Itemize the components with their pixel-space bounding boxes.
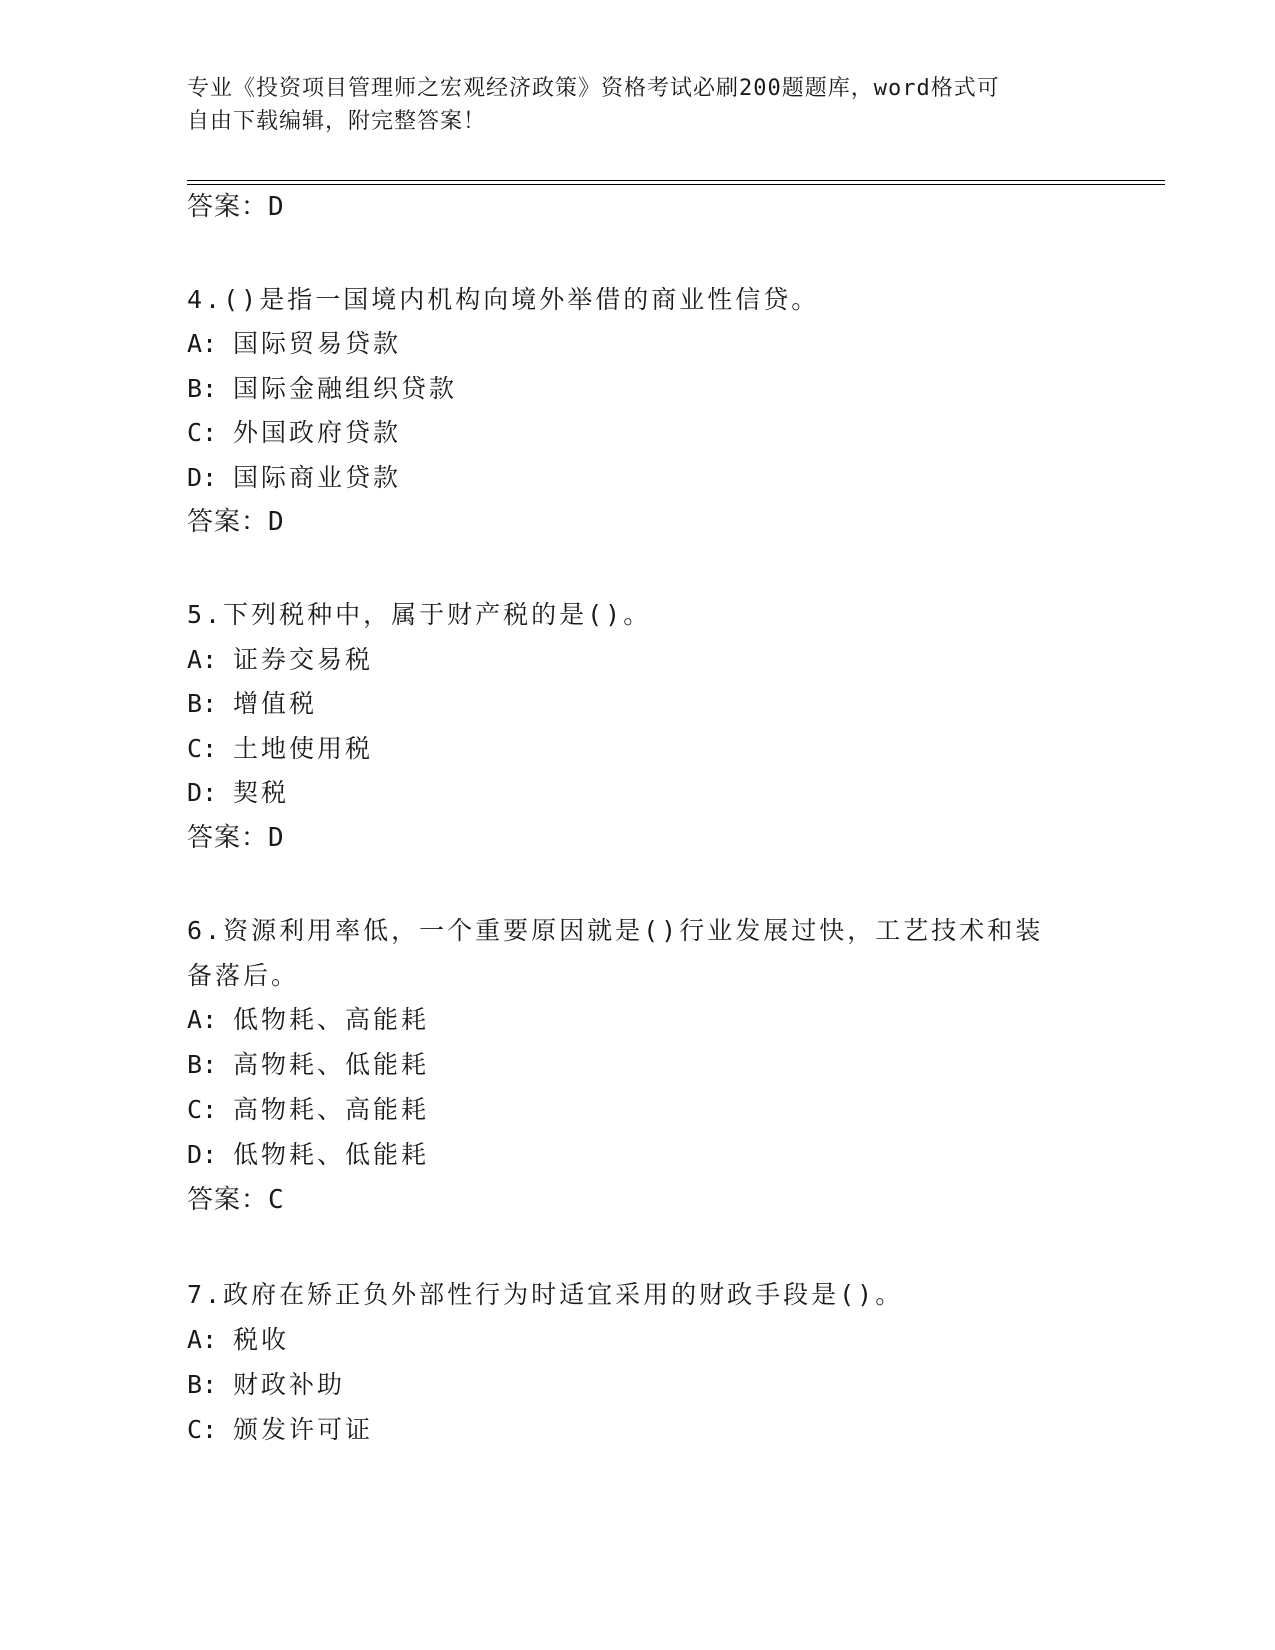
header-divider	[187, 180, 1165, 185]
question-6-option-a	[187, 1003, 429, 1037]
option-text: 高物耗、低能耗	[233, 1050, 430, 1079]
question-4-option-a	[187, 327, 401, 361]
question-7-option-b	[187, 1368, 345, 1402]
question-5-option-c	[187, 732, 373, 766]
option-label: C:	[187, 734, 218, 763]
option-text: 低物耗、低能耗	[233, 1140, 430, 1169]
option-label: D:	[187, 778, 218, 807]
question-6-option-b	[187, 1048, 429, 1082]
option-label: B:	[187, 689, 218, 718]
header-line-1: 专业《投资项目管理师之宏观经济政策》资格考试必刷200题题库，word格式可	[187, 76, 1000, 101]
option-text: 财政补助	[233, 1370, 346, 1399]
header-line-2: 自由下载编辑，附完整答案！	[187, 109, 487, 134]
option-label: A:	[187, 1005, 218, 1034]
question-4-option-b	[187, 372, 457, 406]
question-6-answer: 答案：C	[187, 1185, 285, 1215]
option-text: 国际金融组织贷款	[233, 374, 458, 403]
option-label: D:	[187, 463, 218, 492]
option-text: 增值税	[233, 689, 318, 718]
question-6-option-c	[187, 1093, 429, 1127]
previous-answer: 答案：D	[187, 192, 285, 222]
question-5-option-d	[187, 776, 289, 810]
question-7-option-a	[187, 1323, 289, 1357]
option-text: 高物耗、高能耗	[233, 1095, 430, 1124]
option-label: B:	[187, 1370, 218, 1399]
option-text: 税收	[233, 1325, 290, 1354]
option-label: A:	[187, 1325, 218, 1354]
question-4-option-d	[187, 461, 401, 495]
option-label: C:	[187, 1415, 218, 1444]
option-label: B:	[187, 374, 218, 403]
option-text: 土地使用税	[233, 734, 374, 763]
option-label: C:	[187, 418, 218, 447]
question-6-stem: 6.资源利用率低，一个重要原因就是()行业发展过快，工艺技术和装备落后。	[187, 916, 1044, 990]
option-label: C:	[187, 1095, 218, 1124]
question-4-stem: 4.()是指一国境内机构向境外举借的商业性信贷。	[187, 285, 820, 314]
question-4-option-c	[187, 416, 401, 450]
option-label: A:	[187, 645, 218, 674]
question-7-stem: 7.政府在矫正负外部性行为时适宜采用的财政手段是()。	[187, 1280, 904, 1309]
question-5-stem: 5.下列税种中，属于财产税的是()。	[187, 600, 652, 629]
option-text: 颁发许可证	[233, 1415, 374, 1444]
option-text: 证券交易税	[233, 645, 374, 674]
option-text: 契税	[233, 778, 290, 807]
question-5-option-b	[187, 687, 317, 721]
question-6-option-d	[187, 1138, 429, 1172]
option-label: A:	[187, 329, 218, 358]
option-text: 国际贸易贷款	[233, 329, 402, 358]
option-label: B:	[187, 1050, 218, 1079]
option-text: 低物耗、高能耗	[233, 1005, 430, 1034]
option-label: D:	[187, 1140, 218, 1169]
question-7-option-c	[187, 1413, 373, 1447]
option-text: 外国政府贷款	[233, 418, 402, 447]
question-4-answer: 答案：D	[187, 507, 285, 537]
question-5-option-a	[187, 643, 373, 677]
option-text: 国际商业贷款	[233, 463, 402, 492]
question-5-answer: 答案：D	[187, 823, 285, 853]
document-header	[187, 72, 1067, 138]
